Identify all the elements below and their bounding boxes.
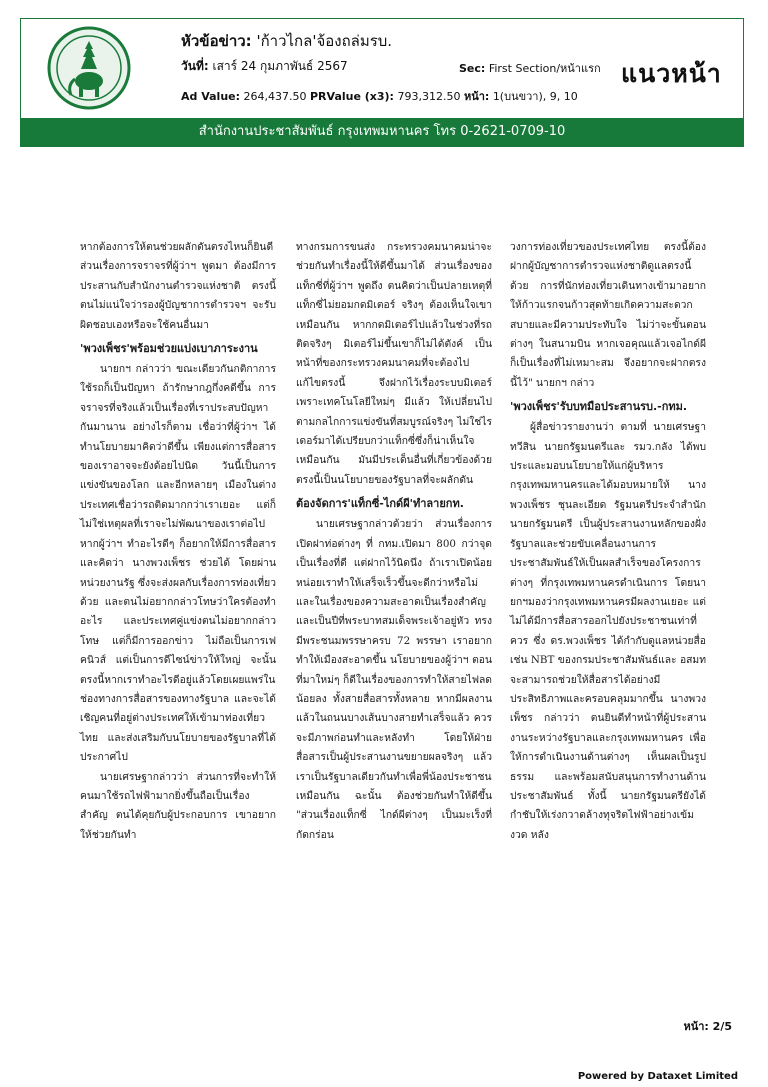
page-label: หน้า: — [463, 90, 490, 103]
paragraph: นายเศรษฐากล่าวด้วยว่า ส่วนเรื่องการเปิดฝาท่อต่างๆ ที่ กทม.เปิดมา 800 กว่าจุดเป็นเรื่องที่ดี แต่ฝากไว้นิดนึง ถ้าเราเปิดน้อยหน่อยเราทำให้เสร็จเร็วขึ้นจะดีกว่าหรือไม่ และในเรื่องของความสะอาดเป็นเรื่องสำคัญ และเป็นปีที่พระบาทสมเด็จพระเจ้าอยู่หัว ทรงมีพระชนมพรรษาครบ 72 พรรษา เราอยากทำให้เมืองสะอาดขึ้น นโยบายของผู้ว่าฯ ตอนที่มาใหม่ๆ ก็ดีในเรื่องของการทำให้สายไฟลดน้อยลง ทั้งสายสื่อสารทั้งหลาย หากมีผลงานแล้วในถนนบางเส้นบางสายทำเสร็จแล้ว ควรจะมีภาพก่อนทำและหลังทำ โดยให้ฝ่ายสื่อสารเป็นผู้ประสานงานขยายผลจริงๆ แล้วเราเป็นรัฐบาลเดียวกันทำเพื่อพี่น้องประชาชนเหมือนกัน ฉะนั้น ต้องช่วยกันทำให้ดีขึ้น "ส่วนเรื่องแท็กซี่ ไกด์ผีต่างๆ เป็นมะเร็งที่กัดกร่อน — [296, 518, 492, 841]
page-count-value: 2/5 — [712, 1020, 732, 1033]
ad-value-label: Ad Value: — [181, 90, 241, 103]
powered-by: Powered by Dataxet Limited — [577, 1071, 738, 1082]
bangkok-seal-logo — [35, 25, 143, 111]
section-row — [459, 59, 601, 77]
prvalue-label: PRValue (x3): — [310, 90, 394, 103]
paragraph: วงการท่องเที่ยวของประเทศไทย ตรงนี้ต้องฝากผู้บัญชาการตำรวจแห่งชาติดูแลตรงนี้ด้วย การที่นักท่องเที่ยวเดินทางเข้ามาอยากให้ก้าวแรกจนก้าวสุดท้ายเกิดความสะดวกสบายและมีความประทับใจ ไม่ว่าจะขั้นตอนต่างๆ ในสนามบิน หากเจอคุณแล้วเจอไกด์ผีก็เป็นเรื่องที่ไม่เหมาะสม จึงอยากจะฝากตรงนี้ไว้" นายกฯ กล่าว — [510, 241, 706, 389]
subheading: 'พวงเพ็ชร'รับบทมือประสานรบ.-กทม. — [510, 400, 688, 414]
paragraph: นายกฯ กล่าวว่า ขณะเดียวกันกติกาการใช้รถก็เป็นปัญหา ถ้ารักษากฎกึ่งคดีขึ้น การจราจรที่จริงแล้วเป็นเรื่องที่เราประสบปัญหากันมานาน อย่างไรก็ตาม เชื่อว่าที่ผู้ว่าฯ ได้ทำนโยบายมาคิดว่าดีขึ้น เพียงแต่การสื่อสารของเราอาจจะยังด้อยไปนิด วันนี้เป็นการแข่งขันของโลก และอีกหลายๆ เมืองในต่างประเทศเชื่อว่ารถติดมากกว่าเราเยอะ แต่ก็ไม่ใช่เหตุผลที่เราจะไม่พัฒนาของเราต่อไป หากผู้ว่าฯ ทำอะไรดีๆ ก็อยากให้มีการสื่อสาร และคิดว่า นางพวงเพ็ชร ช่วยได้ โดยผ่านหน่วยงานรัฐ ซึ่งจะส่งผลกับเรื่องการท่องเที่ยวด้วย และตนไม่อยากกล่าวโทษว่าใครต้องทำอะไร และประเทศคู่แข่งตนไม่อยากกล่าวโทษ แต่ก็มีการออกข่าว ไม่ถือเป็นการเฟคนิวส์ แต่เป็นการดีไซน์ข่าวให้ใหญ่ จะนั้นตรงนี้หากเราทำอะไรดีอยู่แล้วโดยเผยแพร่ในช่องทางการสื่อสารของทางรัฐบาล และจะได้เชิญคนที่อยู่ต่างประเทศให้เข้ามาท่องเที่ยวไทย และส่งเสริมกับนโยบายของรัฐบาลที่ได้ประกาศไป — [80, 363, 276, 764]
newspaper-name: แนวหน้า — [621, 59, 722, 88]
date-value: เสาร์ 24 กุมภาพันธ์ 2567 — [212, 59, 348, 73]
headline-label: หัวข้อข่าว: — [181, 32, 252, 50]
paragraph: หากต้องการให้ตนช่วยผลักดันตรงไหนก็ยินดี ส่วนเรื่องการจราจรที่ผู้ว่าฯ พูดมา ต้องมีการประสานกับสำนักงานตำรวจแห่งชาติ ตรงนี้ตนไม่แน่ใจว่ารองผู้บัญชาการตำรวจฯ จะรับผิดชอบเองหรือจะใช้คนอื่นมา — [80, 241, 276, 331]
article-column-1 — [80, 238, 276, 845]
office-contact-bar: สำนักงานประชาสัมพันธ์ กรุงเทพมหานคร โทร 0-2621-0709-10 — [21, 118, 743, 146]
page-value: 1(บนขวา), 9, 10 — [492, 90, 578, 103]
section-value: First Section/หน้าแรก — [488, 62, 601, 75]
paragraph: ผู้สื่อข่าวรายงานว่า ตามที่ นายเศรษฐา ทวีสิน นายกรัฐมนตรีและ รมว.กลัง ได้พบประและมอบนโยบายให้แก่ผู้บริหารกรุงเทพมหานครและได้มอบหมายให้ นางพวงเพ็ชร ชุนละเอียด รัฐมนตรีประจำสำนักนายกรัฐมนตรี เป็นผู้ประสานงานหลักของฝั่งรัฐบาลและช่วยขับเคลื่อนงานการประชาสัมพันธ์ให้เป็นผลสำเร็จของโครงการต่างๆ ที่กรุงเทพมหานครดำเนินการ โดยนายกฯมองว่ากรุงเทพมหานครมีผลงานเยอะ แต่ไม่ได้มีการสื่อสารออกไปยังประชาชนเท่าที่ควร ซึ่ง ดร.พวงเพ็ชร ได้กำกับดูแลหน่วยสื่อ เช่น NBT ของกรมประชาสัมพันธ์และ อสมท จะสามารถช่วยให้สื่อสารได้อย่างมีประสิทธิภาพและครอบคลุมมากขึ้น นางพวงเพ็ชร กล่าวว่า ตนยินดีทำหน้าที่ผู้ประสานงานระหว่างรัฐบาลและกรุงเทพมหานคร เพื่อให้การดำเนินงานด้านต่างๆ เห็นผลเป็นรูปธรรม และพร้อมสนับสนุนการทำงานด้านประชาสัมพันธ์ ทั้งนี้ นายกรัฐมนตรียังได้กำชับให้เร่งกวาดล้างทุจริตไฟฟ้าอย่างเข้มงวด หลัง — [510, 421, 706, 841]
paragraph: นายเศรษฐากล่าวว่า ส่วนการที่จะทำให้คนมาใช้รถไฟฟ้ามากยิ่งขึ้นถือเป็นเรื่องสำคัญ ตนได้คุยกับผู้ประกอบการ เขาอยากให้ช่วยกันทำ — [80, 770, 276, 841]
paragraph: ทางกรมการขนส่ง กระทรวงคมนาคมน่าจะช่วยกันทำเรื่องนี้ให้ดีขึ้นมาได้ ส่วนเรื่องของแท็กซี่ที่ผู้ว่าฯ พูดถึง ตนคิดว่าเป็นปลายเหตุที่แท็กซี่ไม่ยอมกดมิเตอร์ จริงๆ ต้องเห็นใจเขาเหมือนกัน หากกดมิเตอร์ไปแล้วในช่วงที่รถติดจริงๆ มิเตอร์ไม่ขึ้นเขาก็ไม่ได้ตังค์ เป็นหน้าที่ของกระทรวงคมนาคมที่จะต้องไปแก้ไขตรงนี้ จึงฝากไว้เรื่องระบบมิเตอร์ เพราะเทคโนโลยีใหม่ๆ มีแล้ว ให้เปลี่ยนไปตามกลไกการแข่งขันที่สมบูรณ์จริงๆ ไม่ใช่ไรเดอร์มาได้เปรียบกว่าแท็กซี่ซึ่งก็น่าเห็นใจเหมือนกัน มันมีประเด็นอื่นที่เกี่ยวข้องด้วย ตรงนี้เป็นนโยบายของรัฐบาลที่จะผลักดัน — [296, 241, 492, 486]
page-count-label: หน้า: — [683, 1020, 709, 1033]
prvalue: 793,312.50 — [397, 90, 461, 103]
clipping-header — [20, 18, 744, 147]
value-row — [181, 87, 578, 105]
article-column-3 — [510, 238, 706, 845]
date-label: วันที่: — [181, 59, 209, 73]
page-count — [683, 1017, 732, 1035]
headline — [181, 29, 392, 53]
headline-text: 'ก้าวไกล'จ้องถล่มรบ. — [256, 32, 393, 50]
subheading: ต้องจัดการ'แท็กซี่-ไกด์ผี'ทำลายกท. — [296, 497, 464, 511]
subheading: 'พวงเพ็ชร'พร้อมช่วยแบ่งเบาภาระงาน — [80, 342, 258, 356]
ad-value: 264,437.50 — [243, 90, 307, 103]
section-label: Sec: — [459, 62, 486, 75]
date-row — [181, 57, 348, 76]
article-column-2 — [296, 238, 492, 845]
